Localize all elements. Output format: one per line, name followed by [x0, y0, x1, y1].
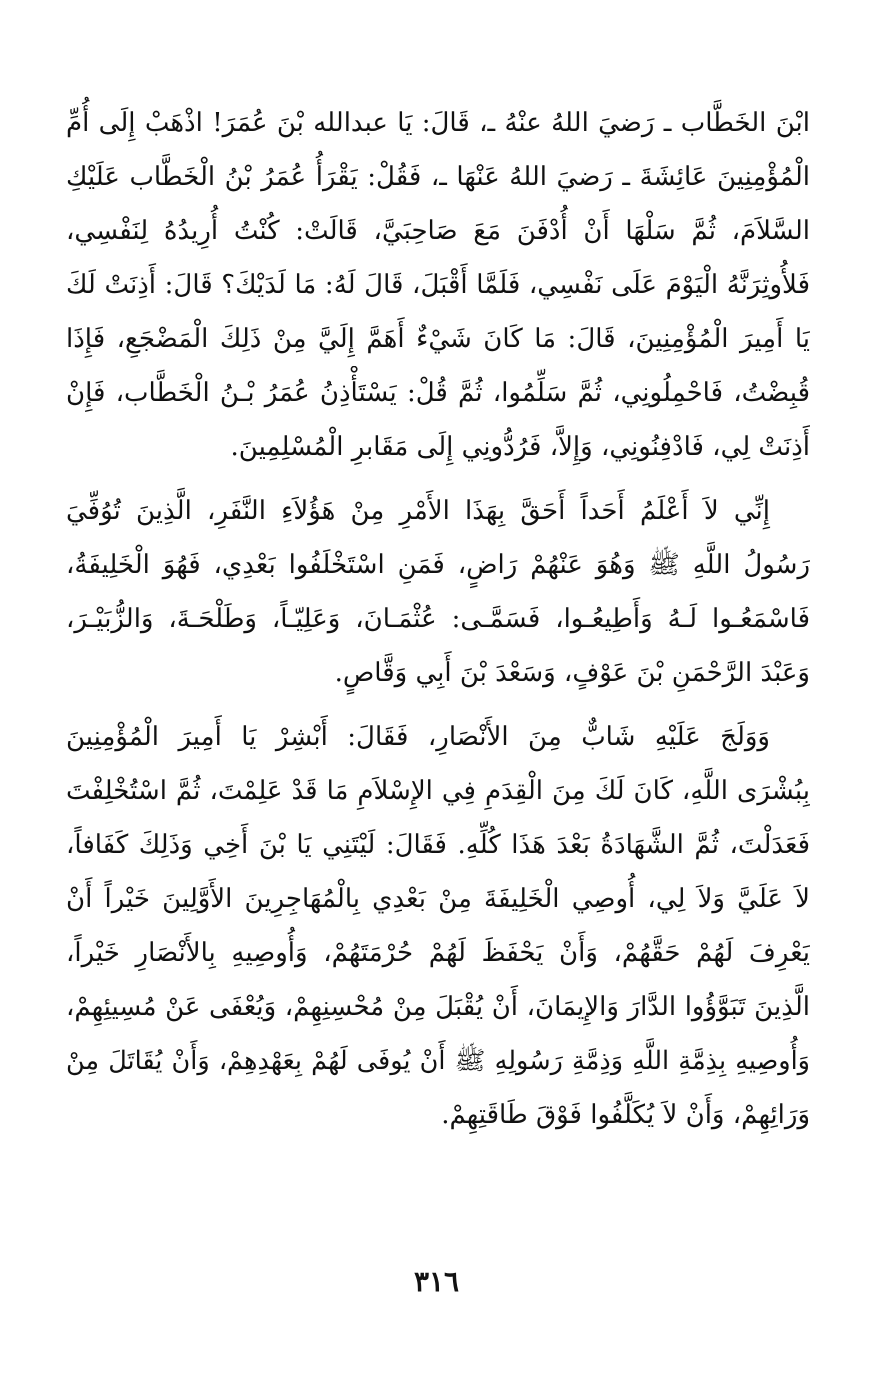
text-line: أَذِنَتْ لِي، فَادْفِنُونِي، وَإِلاَّ، فَرُدُّونِي إِلَى مَقَابرِ الْمُسْلِمِينَ.	[230, 432, 810, 462]
text-line: وَوَلَجَ عَلَيْهِ شَابٌّ مِنَ الأَنْصَارِ، فَقَالَ: أَبْشِرْ يَا أَمِيرَ الْمُؤْمِنِينَ	[66, 722, 770, 752]
text-line: فَاسْمَعُـوا لَـهُ وَأَطِيعُـوا، فَسَمَّـى: عُثْمَـانَ، وَعَلِيّـاً، وَطَلْحَـةَ، وَالزُّبَيْـرَ،	[66, 604, 810, 634]
text-line: بِبُشْرَى اللَّهِ، كَانَ لَكَ مِنَ الْقِدَمِ فِي الإِسْلاَمِ مَا قَدْ عَلِمْتَ، ثُمَّ اسْتُخْلِفْتَ	[66, 776, 810, 806]
text-line: الْمُؤْمِنِينَ عَائِشَةَ ـ رَضيَ اللهُ عَنْهَا ـ، فَقُلْ: يَقْرَأُ عُمَرُ بْنُ الْخَطَّاب عَلَيْكِ	[66, 162, 810, 192]
text-line: وَرَائِهِمْ، وَأَنْ لاَ يُكَلَّفُوا فَوْقَ طَاقَتِهِمْ.	[441, 1100, 810, 1130]
text-line: يَعْرِفَ لَهُمْ حَقَّهُمْ، وَأَنْ يَحْفَظَ لَهُمْ حُرْمَتَهُمْ، وَأُوصِيهِ بِالأَنْصَارِ خَيْراً،	[66, 938, 810, 968]
text-line: وَعَبْدَ الرَّحْمَنِ بْنَ عَوْفٍ، وَسَعْدَ بْنَ أَبِي وَقَّاصٍ.	[334, 658, 810, 688]
text-line: لاَ عَلَيَّ وَلاَ لِي، أُوصِي الْخَلِيفَةَ مِنْ بَعْدِي بِالْمُهَاجِرِينَ الأَوَّلِينَ خَيْراً أَنْ	[66, 884, 810, 914]
text-line: ابْنَ الخَطَّاب ـ رَضيَ اللهُ عنْهُ ـ، قَالَ: يَا عبدالله بْنَ عُمَرَ! اذْهَبْ إِلَى أُمِّ	[66, 108, 810, 138]
text-line: وَأُوصِيهِ بِذِمَّةِ اللَّهِ وَذِمَّةِ رَسُولِهِ ﷺ أَنْ يُوفَى لَهُمْ بِعَهْدِهِمْ، وَأَنْ يُقَاتَلَ مِنْ	[66, 1046, 810, 1076]
text-line: إِنِّي لاَ أَعْلَمُ أَحَداً أَحَقَّ بِهَذَا الأَمْرِ مِنْ هَؤُلاَءِ النَّفَرِ، الَّذِينَ تُوُفِّيَ	[66, 496, 770, 526]
text-line: رَسُولُ اللَّهِ ﷺ وَهُوَ عَنْهُمْ رَاضٍ، فَمَنِ اسْتَخْلَفُوا بَعْدِي، فَهُوَ الْخَلِيفَةُ،	[66, 550, 810, 580]
text-line: قُبِضْتُ، فَاحْمِلُونِي، ثُمَّ سَلِّمُوا، ثُمَّ قُلْ: يَسْتَأْذِنُ عُمَرُ بْـنُ الْخَطَّاب، فَإِنْ	[66, 378, 810, 408]
text-line: الَّذِينَ تَبَوَّؤُوا الدَّارَ وَالإِيمَانَ، أَنْ يُقْبَلَ مِنْ مُحْسِنِهِمْ، وَيُعْفَى عَنْ مُسِيئِهِمْ،	[66, 992, 810, 1022]
text-line: فَلأُوثِرَنَّهُ الْيَوْمَ عَلَى نَفْسِي، فَلَمَّا أَقْبَلَ، قَالَ لَهُ: مَا لَدَيْكَ؟ قَالَ: أَذِنَتْ لَكَ	[66, 270, 810, 300]
paragraph-3	[66, 710, 810, 1142]
paragraph-1	[66, 96, 810, 474]
text-line: يَا أَمِيرَ الْمُؤْمِنِينَ، قَالَ: مَا كَانَ شَيْءٌ أَهَمَّ إِلَيَّ مِنْ ذَلِكَ الْمَضْجَعِ، فَإِذَا	[66, 324, 810, 354]
paragraph-2	[66, 484, 810, 700]
text-line: فَعَدَلْتَ، ثُمَّ الشَّهَادَةُ بَعْدَ هَذَا كُلِّهِ. فَقَالَ: لَيْتَنِي يَا بْنَ أَخِي وَذَلِكَ كَفَافاً،	[66, 830, 810, 860]
page-number: ٣١٦	[413, 1265, 460, 1298]
text-line: السَّلاَمَ، ثُمَّ سَلْهَا أَنْ أُدْفَنَ مَعَ صَاحِبَيَّ، قَالَتْ: كُنْتُ أُرِيدُهُ لِنَفْسِي،	[66, 216, 810, 246]
page-body	[66, 96, 810, 1152]
